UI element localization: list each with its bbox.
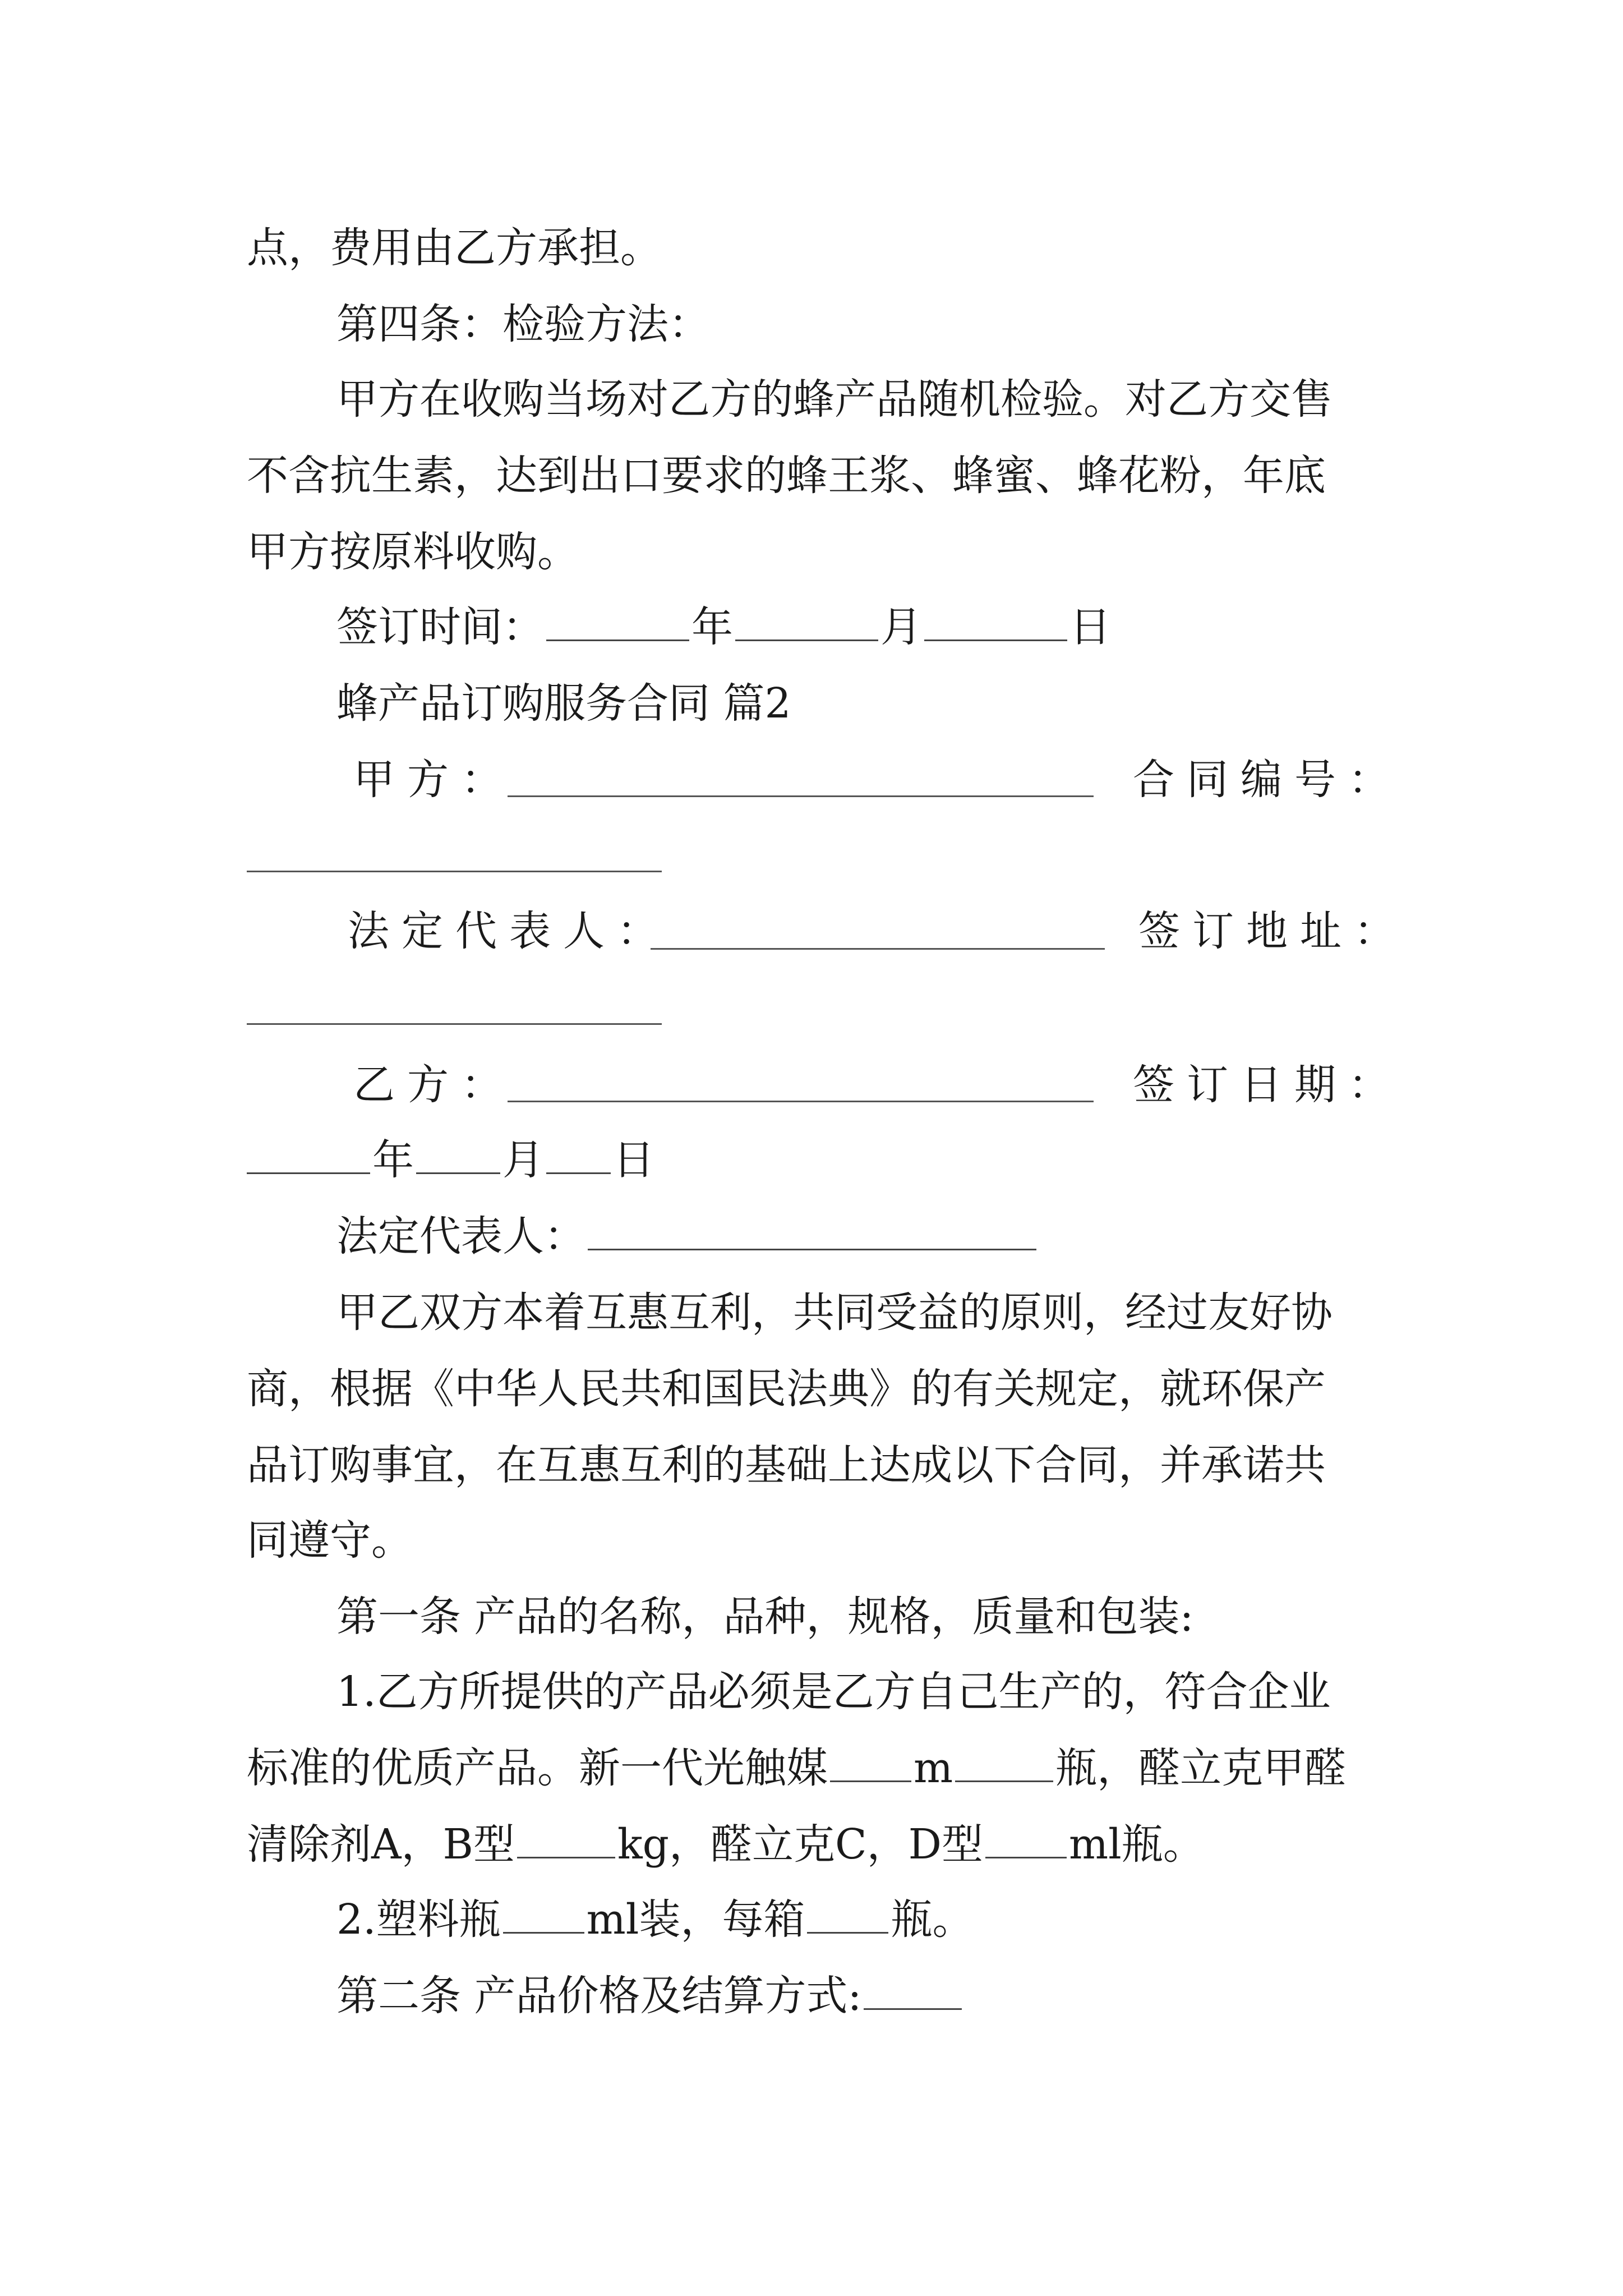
party-a-blank	[508, 795, 1094, 797]
text-span: ml装，每箱	[586, 1895, 805, 1944]
text-line: 点，费用由乙方承担。	[247, 224, 662, 272]
month-label: 月	[502, 1136, 544, 1184]
article-1-heading: 第一条 产品的名称，品种，规格，质量和包装:	[336, 1593, 1194, 1641]
blank-field	[517, 1821, 615, 1858]
text-span: kg，醛立克C，D型	[617, 1820, 983, 1869]
unit-text: m	[914, 1744, 953, 1792]
blank-field	[416, 1137, 500, 1174]
text-line: 不含抗生素，达到出口要求的蜂王浆、蜂蜜、蜂花粉，年底	[247, 452, 1326, 500]
blank-field	[924, 604, 1067, 641]
section-title: 蜂产品订购服务合同 篇2	[336, 679, 791, 728]
sign-place-label: 签订地址：	[1138, 907, 1408, 955]
blank-field	[985, 1821, 1067, 1858]
text-span: 瓶，醛立克甲醛	[1055, 1744, 1347, 1792]
blank-field	[546, 1137, 611, 1174]
legal-rep-label: 法定代表人：	[348, 907, 671, 955]
item-1-line-3	[247, 1816, 1205, 1872]
month-label: 月	[880, 603, 922, 651]
text-line: 甲方在收购当场对乙方的蜂产品随机检验。对乙方交售	[336, 375, 1332, 424]
text-span: 2.塑料瓶	[336, 1895, 501, 1944]
contract-no-label: 合同编号：	[1133, 756, 1402, 804]
legal-rep-label-2: 法定代表人：	[336, 1212, 585, 1260]
text-line: 商，根据《中华人民共和国民法典》的有关规定，就环保产	[247, 1365, 1326, 1413]
text-line: 甲乙双方本着互惠互利，共同受益的原则，经过友好协	[336, 1289, 1332, 1337]
blank-field	[955, 1745, 1053, 1782]
legal-rep-blank	[651, 948, 1105, 950]
text-span: ml瓶。	[1069, 1820, 1205, 1869]
sign-date-label: 签订日期：	[1133, 1061, 1402, 1109]
article-2-row	[336, 1968, 964, 2024]
party-b-label: 乙方：	[353, 1061, 515, 1109]
day-label: 日	[1069, 603, 1111, 651]
party-a-label: 甲方：	[353, 756, 515, 804]
legal-rep-row-2	[336, 1208, 1039, 1264]
text-line: 品订购事宜，在互惠互利的基础上达成以下合同，并承诺共	[247, 1441, 1326, 1489]
year-label: 年	[372, 1136, 414, 1184]
contract-no-blank	[247, 871, 662, 872]
sign-place-blank	[247, 1023, 662, 1025]
sign-time-row	[336, 599, 1111, 655]
text-line: 同遵守。	[247, 1516, 413, 1565]
text-line: 1.乙方所提供的产品必须是乙方自己生产的，符合企业	[336, 1668, 1331, 1716]
text-span: 瓶。	[891, 1895, 974, 1944]
sign-time-label: 签订时间：	[336, 603, 544, 651]
blank-field	[546, 604, 689, 641]
item-1-line-2	[247, 1740, 1346, 1796]
sign-date-row	[247, 1132, 654, 1188]
article-2-heading: 第二条 产品价格及结算方式:	[336, 1972, 862, 2020]
article-4-heading: 第四条：检验方法：	[336, 300, 710, 348]
blank-field	[247, 1137, 370, 1174]
text-span: 清除剂A，B型	[247, 1820, 515, 1869]
blank-field	[864, 1972, 962, 2010]
blank-field	[830, 1745, 911, 1782]
text-span: 标准的优质产品。新一代光触媒	[247, 1744, 828, 1792]
year-label: 年	[691, 603, 733, 651]
blank-field	[735, 604, 878, 641]
text-line: 甲方按原料收购。	[247, 528, 579, 576]
item-2-line	[336, 1892, 974, 1948]
day-label: 日	[613, 1136, 654, 1184]
blank-field	[807, 1896, 888, 1934]
party-b-blank	[508, 1101, 1094, 1102]
blank-field	[503, 1896, 584, 1934]
blank-field	[588, 1213, 1036, 1250]
